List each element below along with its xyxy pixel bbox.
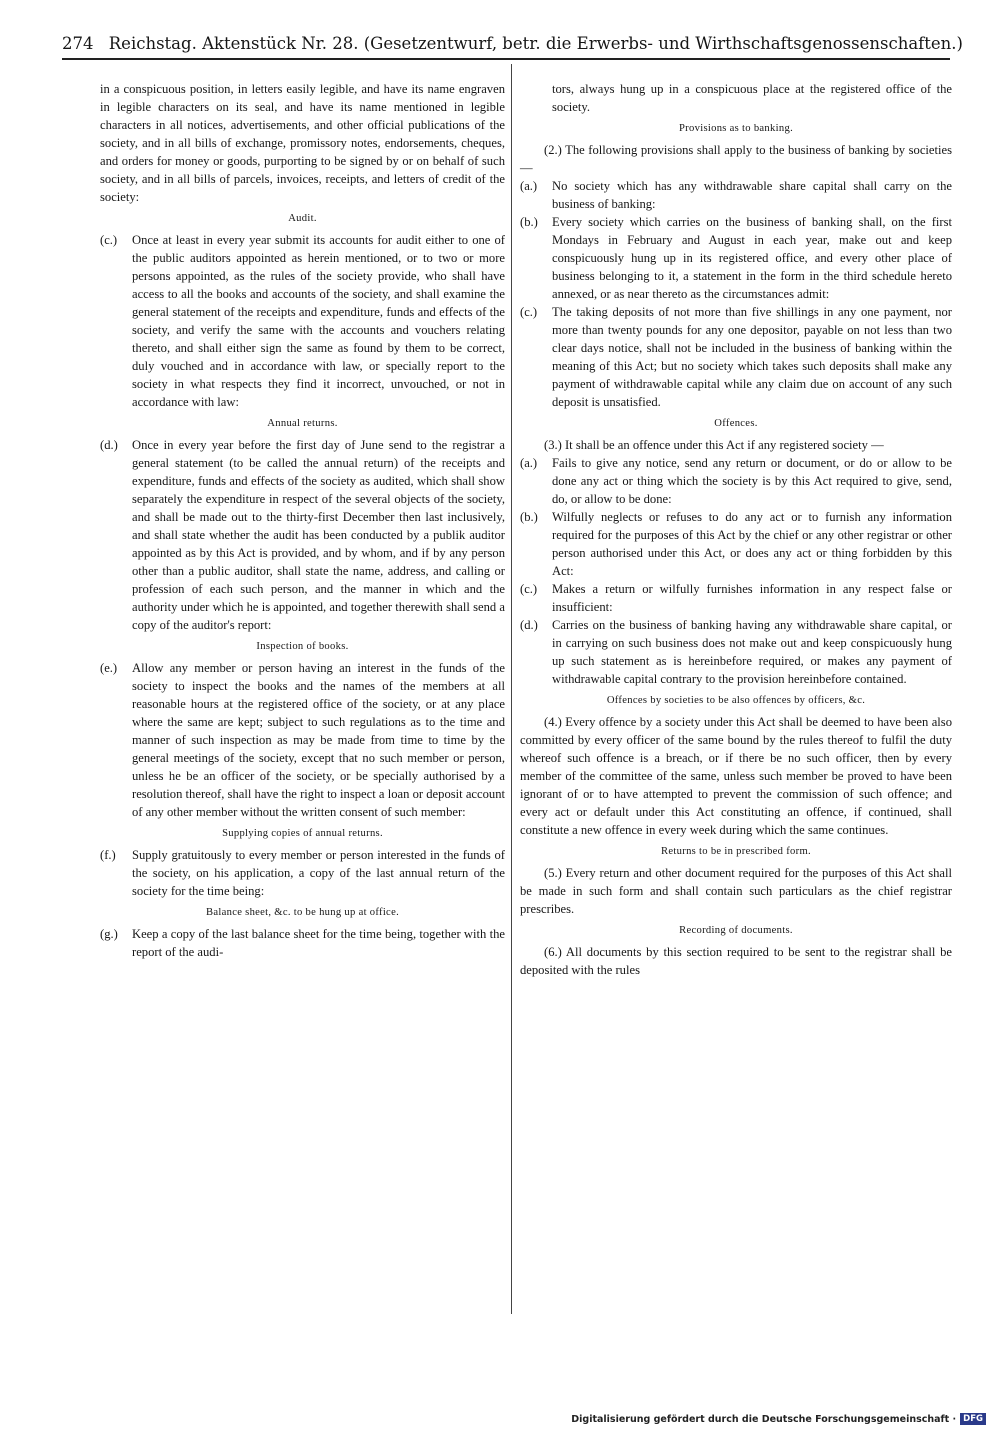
clause-f — [100, 846, 505, 900]
paragraph-2: (2.) The following provisions shall apply to the business of banking by societies — — [520, 143, 952, 175]
clause-text: Keep a copy of the last balance sheet for the time being, together with the report of the audi- — [132, 927, 505, 959]
clause-2c — [520, 303, 952, 411]
running-header — [62, 32, 963, 60]
heading-recording: Recording of documents. — [679, 925, 793, 936]
heading-inspection: Inspection of books. — [256, 641, 349, 652]
clause-label: (f.) — [100, 848, 116, 862]
paragraph-4: (4.) Every offence by a society under this Act shall be deemed to have been also committed by every officer of the same bound by the rules thereof to fulfil the duty whereof such offence is a breach, or if there be no such officer, then by every member of the committee of the same, unless such member be proved to have been ignorant of or to have attempted to prevent the commission of such offence; and every act or default under this Act constituting an offence, if continued, shall constitute a new offence in every week during which the same continues. — [520, 715, 952, 837]
clause-g — [100, 925, 505, 961]
clause-text: Carries on the business of banking having any withdrawable share capital, or in carrying on such business does not make out and keep conspicuously hung up such statement as is hereinbefore required, or makes any payment of withdrawable capital contrary to the provision hereinbefore contained. — [552, 618, 952, 686]
clause-c — [100, 231, 505, 411]
clause-label: (a.) — [520, 456, 538, 470]
dfg-logo: DFG — [960, 1413, 986, 1425]
heading-offences: Offences. — [714, 418, 758, 429]
continued-paragraph: in a conspicuous position, in letters easily legible, and have its name engraven in legible characters on its seal, and have its name mentioned in legible characters in all notices, advertisements, and other official publications of the society, and in all bills of exchange, promissory notes, endorsements, cheques, and orders for money or goods, purporting to be signed by or on behalf of such society, and in all bills of parcels, invoices, receipts, and letters of credit of the society: — [100, 82, 505, 204]
clause-label: (a.) — [520, 179, 538, 193]
heading-audit: Audit. — [288, 213, 317, 224]
clause-text: The taking deposits of not more than five shillings in any one payment, nor more than twenty pounds for any one depositor, payable on not less than two clear days notice, shall not be included in the business of banking within the meaning of this Act; but no society which takes such deposits shall make any payment of withdrawable capital while any claim due on account of any such deposit is unsatisfied. — [552, 305, 952, 409]
clause-text: Supply gratuitously to every member or person interested in the funds of the society, on his application, a copy of the last annual return of the society for the time being: — [132, 848, 505, 898]
left-column — [100, 80, 505, 961]
clause-label: (c.) — [520, 305, 538, 319]
heading-annual-returns: Annual returns. — [267, 418, 338, 429]
heading-officers: Offences by societies to be also offences by officers, &c. — [606, 695, 866, 706]
paragraph-5: (5.) Every return and other document required for the purposes of this Act shall be made in such form and shall contain such particulars as the chief registrar prescribes. — [520, 866, 952, 916]
column-rule — [511, 64, 512, 1314]
page-number: 274 — [62, 34, 94, 53]
clause-text: Fails to give any notice, send any return or document, or do or allow to be done any act or thing which the society is by this Act required to give, send, do, or allow to be done: — [552, 456, 952, 506]
heading-returns-form: Returns to be in prescribed form. — [661, 846, 811, 857]
clause-label: (b.) — [520, 510, 538, 524]
heading-banking: Provisions as to banking. — [678, 123, 794, 134]
clause-text: Makes a return or wilfully furnishes information in any respect false or insufficient: — [552, 582, 952, 614]
clause-text: Once at least in every year submit its accounts for audit either to one of the public auditors appointed as herein mentioned, or to two or more persons appointed, as the rules of the society provide, who shall have access to all the books and accounts of the society, and shall examine the general statement of the receipts and expenditure, funds and effects of the society, and verify the same with the accounts and vouchers relating thereto, and shall either sign the same as found by them to be correct, duly vouched and in accordance with law, or specially report to the society in what respects they find it incorrect, unvouched, or not in accordance with law: — [132, 233, 505, 409]
clause-label: (g.) — [100, 927, 118, 941]
clause-label: (d.) — [520, 618, 538, 632]
clause-d — [100, 436, 505, 634]
clause-e — [100, 659, 505, 821]
clause-text: Every society which carries on the business of banking shall, on the first Mondays in February and August in each year, make out and keep conspicuously hung up in its registered office, and every other place of business belonging to it, a statement in the form in the third schedule hereto annexed, or as near thereto as the circumstances admit: — [552, 215, 952, 301]
clause-label: (c.) — [520, 582, 538, 596]
clause-label: (c.) — [100, 233, 118, 247]
clause-text: Once in every year before the first day of June send to the registrar a general statement (to be called the annual return) of the receipts and expenditure, funds and effects of the society as audited, which shall show separately the expenditure in respect of the several objects of the society, and shall be made out to the thirty-first December then last inclusively, and shall state whether the audit has been conducted by a publik auditor appointed as by this Act is provided, and by whom, and if by any person other than a public auditor, shall state the name, address, and calling or profession of each such person, and the manner in which and the authority under which he is appointed, and together therewith shall send a copy of the auditor's report: — [132, 438, 505, 632]
paragraph-3: (3.) It shall be an offence under this Act if any registered society — — [544, 438, 884, 452]
clause-3b — [520, 508, 952, 580]
digitization-footer — [571, 1413, 986, 1425]
clause-3a — [520, 454, 952, 508]
clause-label: (b.) — [520, 215, 538, 229]
clause-2b — [520, 213, 952, 303]
clause-3d — [520, 616, 952, 688]
clause-text: Wilfully neglects or refuses to do any act or to furnish any information required for the purposes of this Act by the chief or any other registrar or other person authorised under this Act, or does any act or thing forbidden by this Act: — [552, 510, 952, 578]
clause-label: (d.) — [100, 438, 118, 452]
heading-copies: Supplying copies of annual returns. — [222, 828, 383, 839]
continued-paragraph: tors, always hung up in a conspicuous place at the registered office of the society. — [552, 82, 952, 114]
clause-text: No society which has any withdrawable share capital shall carry on the business of banking: — [552, 179, 952, 211]
running-title: Reichstag. Aktenstück Nr. 28. (Gesetzentwurf, betr. die Erwerbs- und Wirthschaftsgenossenschaften.) — [108, 34, 963, 53]
clause-3c — [520, 580, 952, 616]
footer-text: Digitalisierung gefördert durch die Deutsche Forschungsgemeinschaft · — [571, 1413, 957, 1425]
heading-balance-sheet: Balance sheet, &c. to be hung up at office. — [205, 907, 400, 918]
clause-label: (e.) — [100, 661, 118, 675]
clause-2a — [520, 177, 952, 213]
clause-text: Allow any member or person having an interest in the funds of the society to inspect the books and the names of the members at all reasonable hours at the registered office of the society, or at any place where the same are kept; subject to such regulations as to the time and manner of such inspection as may be made from time to time by the general meetings of the society, except that no such member or person, unless he be an officer of the society, or be specially authorised by a resolution thereof, shall have the right to inspect a loan or deposit account of any other member without the written consent of such member: — [132, 661, 505, 819]
right-column — [520, 80, 952, 979]
paragraph-6: (6.) All documents by this section required to be sent to the registrar shall be deposited with the rules — [520, 945, 952, 977]
